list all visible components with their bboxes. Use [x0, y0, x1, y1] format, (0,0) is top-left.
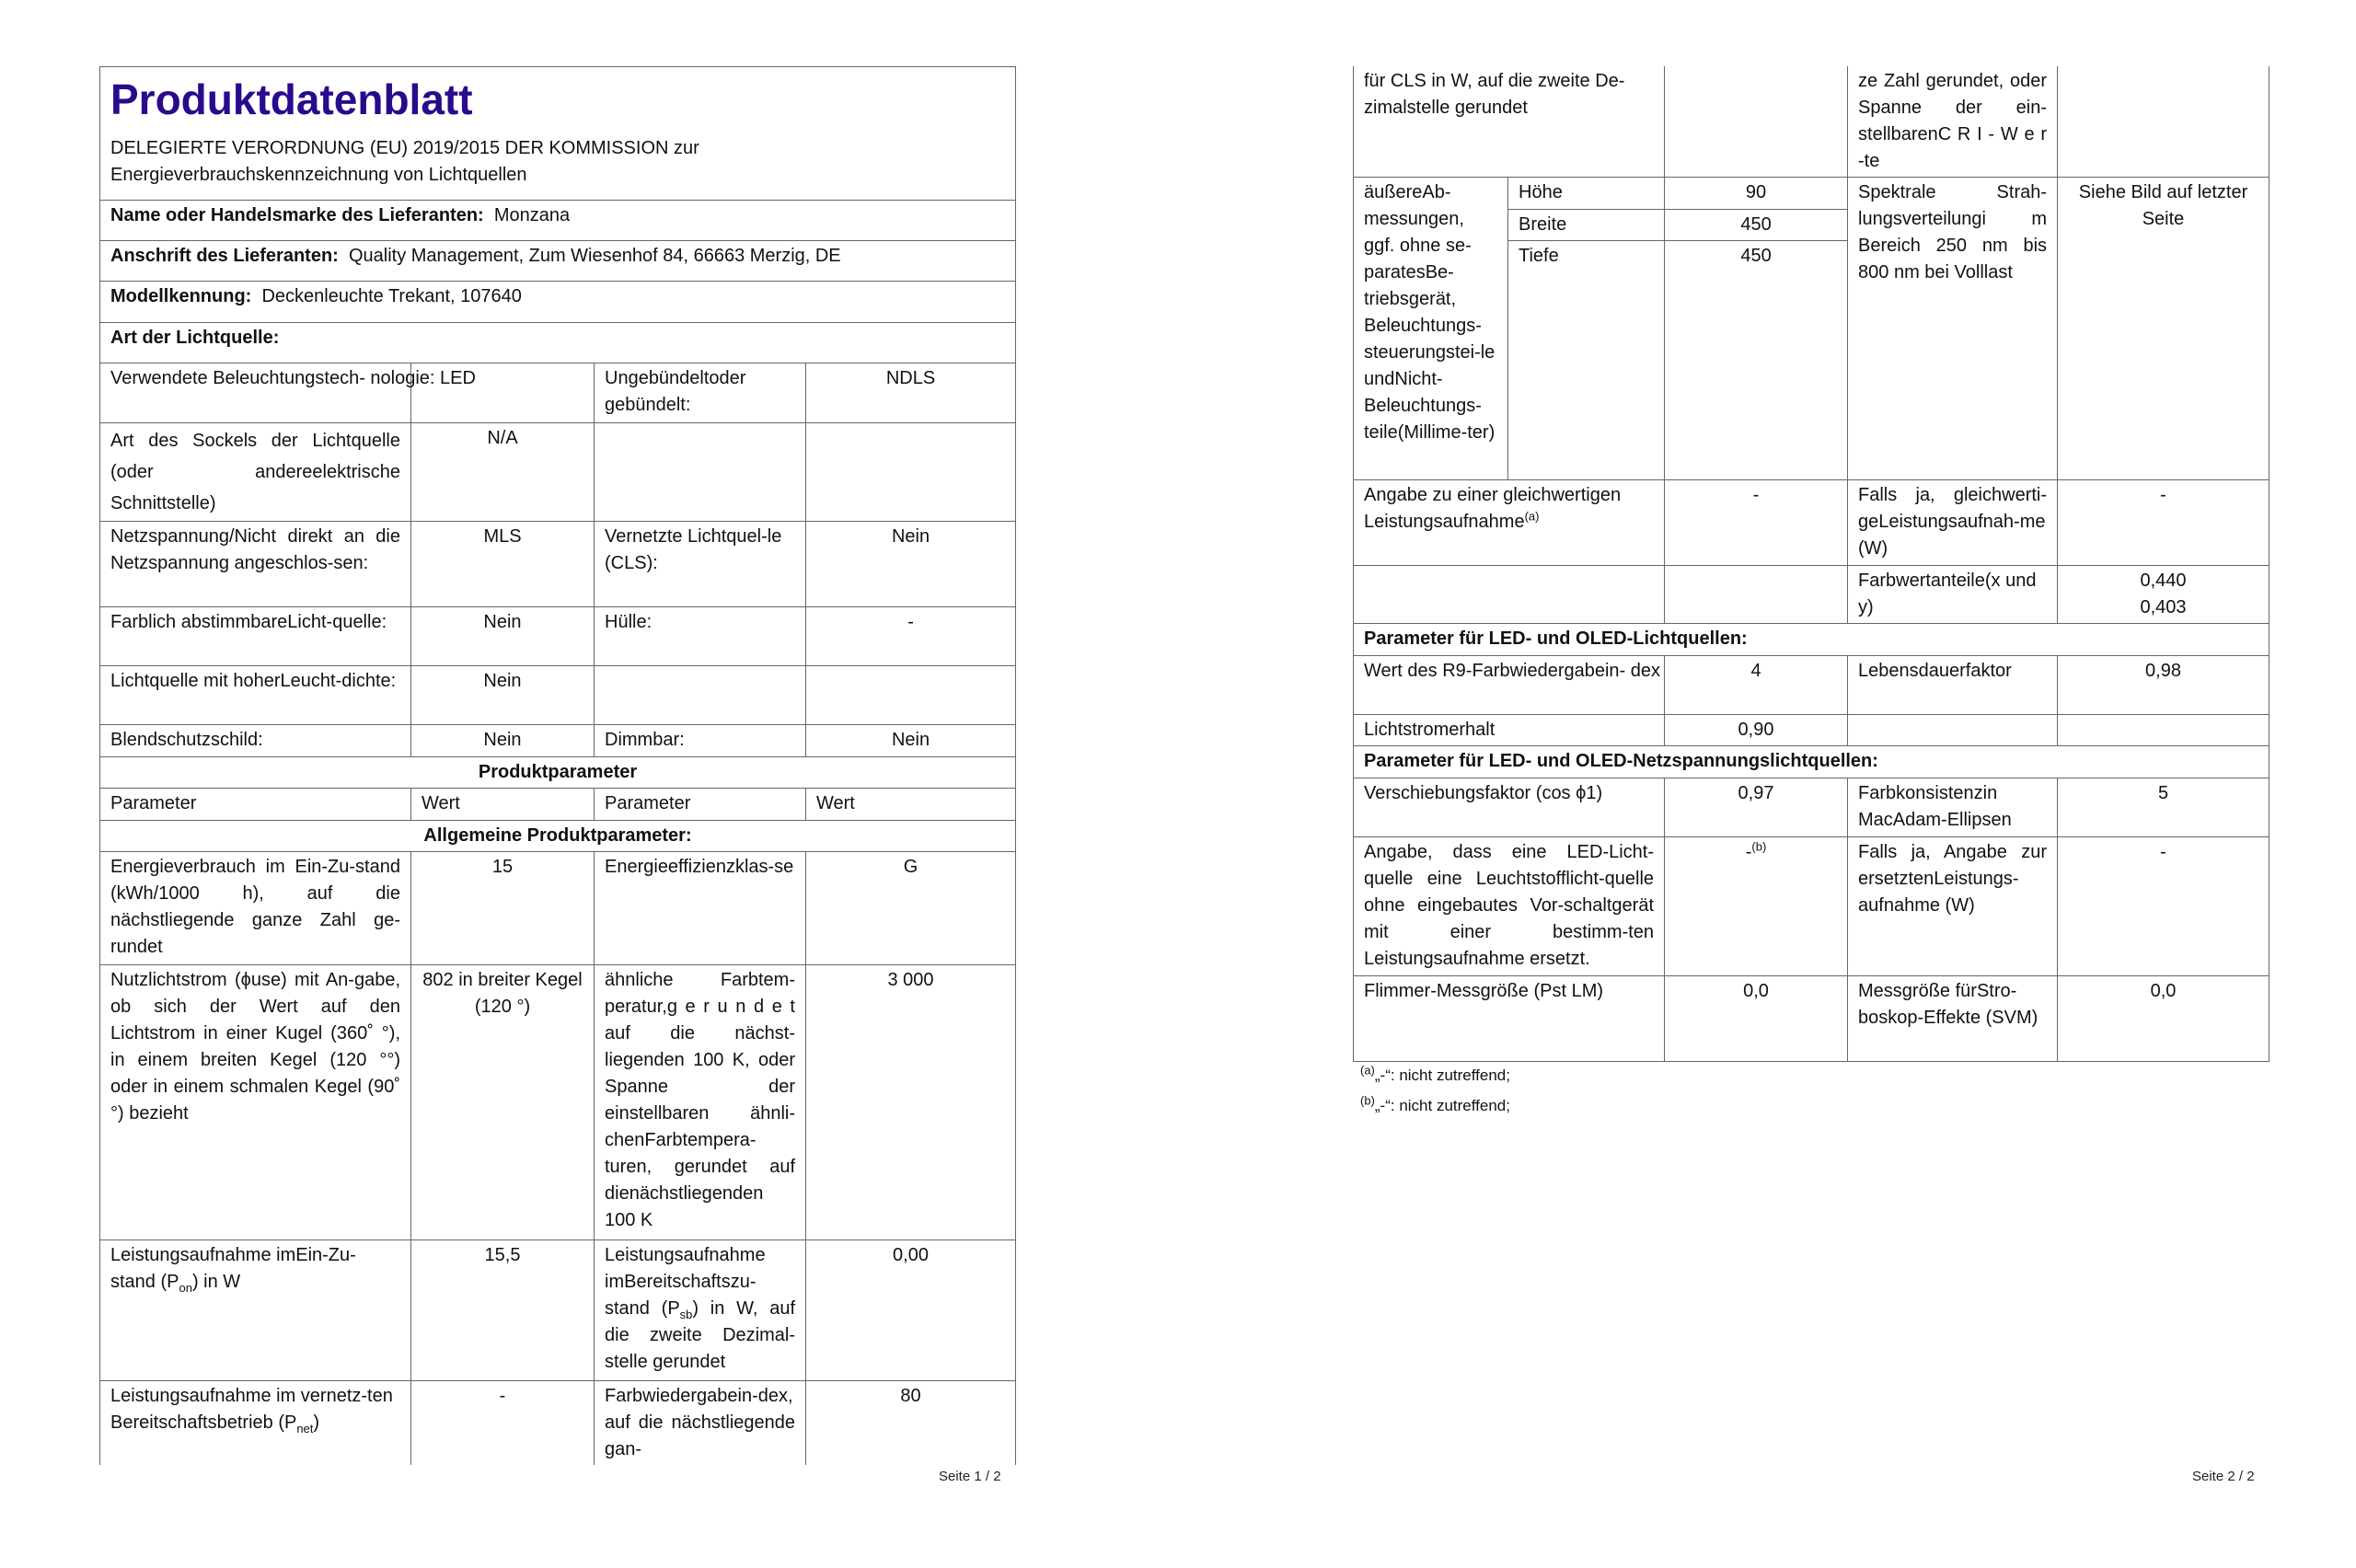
- cell: -: [2058, 837, 2269, 976]
- cell: Blendschutzschild:: [100, 725, 411, 757]
- cell: MLS: [411, 522, 595, 607]
- cell: ähnliche Farbtem-peratur,g e r u n d e t auf die nächst-liegenden 100 K, oder Spanne der einstellbaren ähnli-chenFarbtempera-turen, gerundet auf dienächstliegenden 100 K: [595, 965, 806, 1240]
- cell: N/A: [411, 423, 595, 522]
- table-row: [1354, 178, 2269, 210]
- footnote-text: „-“: nicht zutreffend;: [1374, 1066, 1510, 1084]
- text: ): [313, 1412, 320, 1433]
- table-row: [100, 522, 1016, 607]
- table-row: [1354, 976, 2269, 1062]
- cell: 0,98: [2058, 656, 2269, 715]
- subscript: net: [296, 1422, 314, 1435]
- footnote-marker: (b): [1360, 1093, 1375, 1108]
- subscript: on: [179, 1281, 192, 1295]
- spectrum-label: Spektrale Strah-lungsverteilungi m Bereich 250 nm bis 800 nm bei Volllast: [1848, 178, 2058, 480]
- cell: Dimmbar:: [595, 725, 806, 757]
- column-header: Parameter: [100, 789, 411, 821]
- cell: 0,97: [1665, 778, 1848, 837]
- address-row: [100, 241, 1016, 282]
- cell: 0,0: [1665, 976, 1848, 1062]
- cell: [1665, 837, 1848, 976]
- cell: 450: [1665, 241, 1848, 480]
- cell: -: [411, 1381, 595, 1466]
- cell: Angabe, dass eine LED-Licht-quelle eine Leuchtstofflicht-quelle ohne eingebautes Vor-schaltgerät mit einer bestimm-ten Leistungsaufnahme ersetzt.: [1354, 837, 1665, 976]
- cell: -: [806, 607, 1016, 666]
- cell: Nein: [806, 725, 1016, 757]
- model-label: Modellkennung:: [110, 286, 252, 306]
- subscript: sb: [679, 1308, 693, 1321]
- model: Deckenleuchte Trekant, 107640: [261, 286, 522, 306]
- table-row: [100, 666, 1016, 725]
- text: ) in W, auf die zweite Dezimal-stelle gerundet: [605, 1298, 795, 1372]
- dimensions-label: äußereAb-messungen, ggf. ohne se-paratesBe-triebsgerät, Beleuchtungs-steuerungstei-le undNicht-Beleuchtungs-teile(Millime-ter): [1354, 178, 1508, 480]
- cell: Nutzlichtstrom (ϕuse) mit An-gabe, ob sich der Wert auf den Lichtstrom in einer Kugel (360˚ °), in einem breiten Kegel (120 °°) oder in einem schmalen Kegel (90˚ °) bezieht: [100, 965, 411, 1240]
- cell: 4: [1665, 656, 1848, 715]
- cell: Farbwiedergabein-dex, auf die nächstliegende gan-: [595, 1381, 806, 1466]
- column-header: Wert: [411, 789, 595, 821]
- cell: Nein: [411, 607, 595, 666]
- footnote: [1360, 1090, 1510, 1121]
- model-row: [100, 282, 1016, 323]
- footnote-ref: (a): [1524, 509, 1540, 524]
- table-row: [1354, 778, 2269, 837]
- table-row: [100, 1381, 1016, 1466]
- text: ) in W: [191, 1272, 241, 1292]
- cell: -: [2058, 480, 2269, 566]
- table-row: [100, 725, 1016, 757]
- cell: Wert des R9-Farbwiedergabein- dex: [1354, 656, 1665, 715]
- page-title: Produktdatenblatt: [110, 75, 473, 123]
- section-row: [100, 757, 1016, 789]
- cell: [1354, 480, 1665, 566]
- cell: -: [1665, 480, 1848, 566]
- spectrum-value: Siehe Bild auf letzter Seite: [2058, 178, 2269, 480]
- cell: ze Zahl gerundet, oder Spanne der ein-stellbarenC R I - W e r -te: [1848, 66, 2058, 178]
- section-mains: Parameter für LED- und OLED-Netzspannungslichtquellen:: [1354, 746, 2269, 778]
- cell: 0,90: [1665, 715, 1848, 746]
- section-product-params: Produktparameter: [100, 757, 1016, 789]
- cell: G: [806, 852, 1016, 965]
- section-row: [100, 821, 1016, 852]
- text: -: [1745, 842, 1752, 862]
- cell: 5: [2058, 778, 2269, 837]
- cell: 15,5: [411, 1240, 595, 1381]
- cell: 802 in breiter Kegel (120 °): [411, 965, 595, 1240]
- table-row: [100, 1240, 1016, 1381]
- cell: [100, 1381, 411, 1466]
- cell: [1665, 66, 1848, 178]
- cell: Falls ja, Angabe zur ersetztenLeistungs-aufnahme (W): [1848, 837, 2058, 976]
- cell: Energieeffizienzklas-se: [595, 852, 806, 965]
- cell: Ungebündeltoder gebündelt:: [595, 363, 806, 423]
- cell: Nein: [411, 666, 595, 725]
- table-row: [100, 965, 1016, 1240]
- section-general: Allgemeine Produktparameter:: [100, 821, 1016, 852]
- cell: Breite: [1508, 210, 1665, 241]
- cell: Lebensdauerfaktor: [1848, 656, 2058, 715]
- cell: [100, 1240, 411, 1381]
- cell: 0,0: [2058, 976, 2269, 1062]
- chroma-y: 0,403: [2140, 597, 2187, 617]
- page-number: Seite 1 / 2: [939, 1469, 1001, 1484]
- table-row: [1354, 715, 2269, 746]
- cell: Flimmer-Messgröße (Pst LM): [1354, 976, 1665, 1062]
- text: Leistungsaufnahme imEin-Zu-stand (P: [110, 1245, 356, 1292]
- cell: 80: [806, 1381, 1016, 1466]
- column-header: Parameter: [595, 789, 806, 821]
- supplier-name-label: Name oder Handelsmarke des Lieferanten:: [110, 205, 484, 225]
- column-header: Wert: [806, 789, 1016, 821]
- cell: NDLS: [806, 363, 1016, 423]
- cell: [1848, 715, 2058, 746]
- address-label: Anschrift des Lieferanten:: [110, 246, 339, 266]
- cell: für CLS in W, auf die zweite De-zimalstelle gerundet: [1354, 66, 1665, 178]
- cell: 3 000: [806, 965, 1016, 1240]
- cell: 15: [411, 852, 595, 965]
- table-row: [1354, 837, 2269, 976]
- section-led: Parameter für LED- und OLED-Lichtquellen:: [1354, 624, 2269, 656]
- cell: Farblich abstimmbareLicht-quelle:: [100, 607, 411, 666]
- cell: Netzspannung/Nicht direkt an die Netzspannung angeschlos-sen:: [100, 522, 411, 607]
- product-datasheet-table-page-1: [99, 66, 1016, 1465]
- cell: Verwendete Beleuchtungstech- nologie: LED: [100, 363, 411, 423]
- table-row: [1354, 566, 2269, 624]
- cell: Falls ja, gleichwerti-geLeistungsaufnah-me (W): [1848, 480, 2058, 566]
- text: Leistungsaufnahme imBereitschaftszu-stand (P: [605, 1245, 766, 1319]
- footnote: [1360, 1060, 1510, 1090]
- cell: [806, 423, 1016, 522]
- text: Angabe zu einer gleichwertigen Leistungsaufnahme: [1364, 485, 1622, 532]
- column-header-row: [100, 789, 1016, 821]
- cell: [595, 423, 806, 522]
- cell: 450: [1665, 210, 1848, 241]
- cell: Verschiebungsfaktor (cos ϕ1): [1354, 778, 1665, 837]
- regulation-line-2: Energieverbrauchskennzeichnung von Lichtquellen: [110, 165, 527, 185]
- cell: Hülle:: [595, 607, 806, 666]
- cell: 90: [1665, 178, 1848, 210]
- product-datasheet-table-page-2: [1353, 66, 2269, 1062]
- cell: Vernetzte Lichtquel-le (CLS):: [595, 522, 806, 607]
- section-row: [1354, 624, 2269, 656]
- footnote-ref: (b): [1751, 839, 1767, 854]
- cell: [595, 666, 806, 725]
- cell: [595, 1240, 806, 1381]
- cell: [806, 666, 1016, 725]
- table-row: [100, 363, 1016, 423]
- cell: Höhe: [1508, 178, 1665, 210]
- cell: Farbkonsistenzin MacAdam-Ellipsen: [1848, 778, 2058, 837]
- cell: 0,00: [806, 1240, 1016, 1381]
- text: Leistungsaufnahme im vernetz-ten Bereitschaftsbetrieb (P: [110, 1386, 393, 1433]
- cell: [1354, 566, 1665, 624]
- cell: [2058, 566, 2269, 624]
- page-number: Seite 2 / 2: [2192, 1469, 2255, 1484]
- supplier-name: Monzana: [493, 205, 571, 225]
- cell: [1665, 566, 1848, 624]
- table-row: [1354, 66, 2269, 178]
- chroma-x: 0,440: [2140, 571, 2187, 591]
- cell: Farbwertanteile(x und y): [1848, 566, 2058, 624]
- light-type-row: [100, 323, 1016, 363]
- cell: Energieverbrauch im Ein-Zu-stand (kWh/1000 h), auf die nächstliegende ganze Zahl ge- rundet: [100, 852, 411, 965]
- cell: Lichtstromerhalt: [1354, 715, 1665, 746]
- footnotes: [1360, 1060, 1510, 1121]
- cell: Art des Sockels der Lichtquelle (oder andereelektrische Schnittstelle): [100, 423, 411, 522]
- regulation-line-1: DELEGIERTE VERORDNUNG (EU) 2019/2015 DER KOMMISSION zur: [110, 138, 699, 158]
- table-row: [1354, 480, 2269, 566]
- table-row: [100, 852, 1016, 965]
- cell: [2058, 66, 2269, 178]
- header-row: [100, 67, 1016, 201]
- section-row: [1354, 746, 2269, 778]
- table-row: [100, 607, 1016, 666]
- cell: Lichtquelle mit hoherLeucht-dichte:: [100, 666, 411, 725]
- table-row: [1354, 656, 2269, 715]
- cell: Messgröße fürStro-boskop-Effekte (SVM): [1848, 976, 2058, 1062]
- cell: [2058, 715, 2269, 746]
- cell: Nein: [806, 522, 1016, 607]
- address: Quality Management, Zum Wiesenhof 84, 66663 Merzig, DE: [348, 246, 841, 266]
- table-row: [100, 423, 1016, 522]
- footnote-text: „-“: nicht zutreffend;: [1374, 1097, 1510, 1114]
- supplier-name-row: [100, 201, 1016, 241]
- light-type-label: Art der Lichtquelle:: [100, 323, 1016, 363]
- cell: Nein: [411, 725, 595, 757]
- footnote-marker: (a): [1360, 1063, 1375, 1078]
- cell: Tiefe: [1508, 241, 1665, 480]
